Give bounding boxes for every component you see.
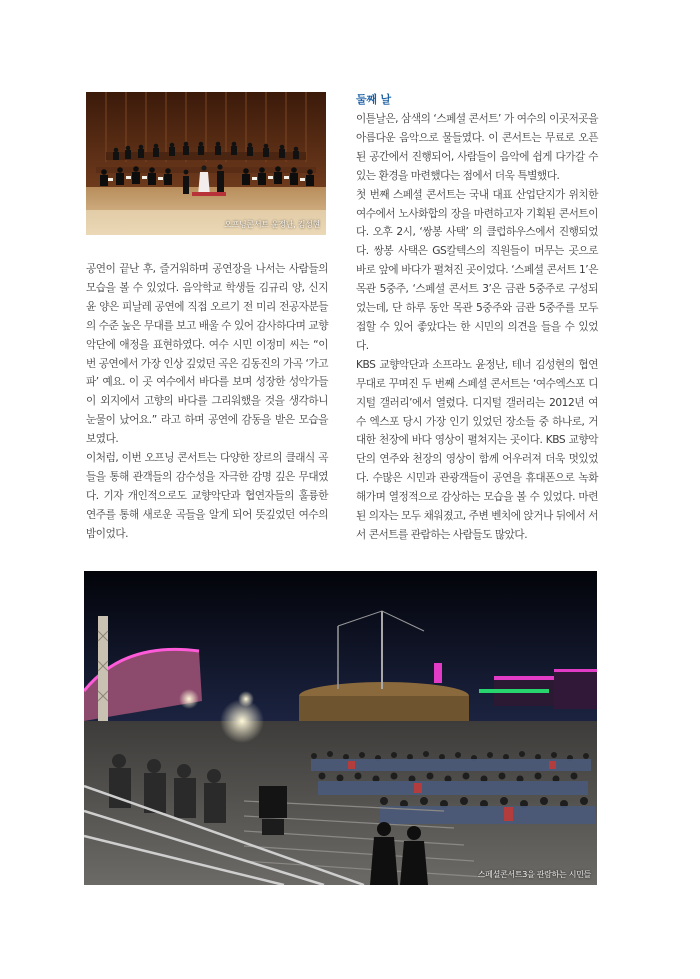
section-heading: 둘째 날 [356, 93, 391, 106]
photo-caption-bottom: 스페셜콘서트3을 관람하는 시민들 [477, 870, 591, 879]
article-paragraph: KBS 교향악단과 소프라노 윤정난, 테너 김성현의 협연무대로 꾸며진 두 번째 스페셜 콘서트는 ‘여수엑스포 디지털 갤러리’에서 열렸다. 디지털 갤러리는 2012년 여수 엑스포 당시 가장 인기 있었던 장소들 중 하나로, 거대한 천장에 바다 영상이 펼쳐지는 곳이다. KBS 교향악단의 연주와 천장의 영상이 함께 어우러져 더욱 멋있었다. 수많은 시민과 관광객들이 공연을 휴대폰으로 녹화해가며 열정적으로 감상하는 모습을 볼 수 있었다. 마련된 의자는 모두 채워졌고, 주변 벤치에 앉거나 뒤에서 서서 콘서트를 관람하는 사람들도 많았다. [356, 358, 598, 541]
article-paragraph: 공연이 끝난 후, 즐거워하며 공연장을 나서는 사람들의 모습을 볼 수 있었다. 음악학교 학생들 김규리 양, 신지윤 양은 피날레 공연에 직접 오르기 전 미리 전공자분들의 수준 높은 무대를 보고 배울 수 있어 감사하다며 교향악단에 애정을 표현하였다. 여수 시민 이정미 씨는 “이번 공연에서 가장 인상 깊었던 곡은 김동진의 가곡 ‘가고파’ 예요. 이 곳 여수에서 바다를 보며 성장한 성악가들이 외지에서 고향의 바다를 그리워했을 것을 생각하니 눈물이 났어요.” 라고 하며 공연에 감동을 받은 모습을 보였다. [86, 263, 328, 446]
article-paragraph: 이처럼, 이번 오프닝 콘서트는 다양한 장르의 클래식 곡들을 통해 관객들의 감수성을 자극한 감명 깊은 무대였다. 기자 개인적으로도 교향악단과 협연자들의 훌륭한 연주를 통해 새로운 곡들을 알게 되어 뜻깊었던 여수의 밤이었다. [86, 452, 328, 540]
article-paragraph: 이튿날은, 삼색의 ‘스페셜 콘서트’ 가 여수의 이곳저곳을 아름다운 음악으로 물들였다. 이 콘서트는 무료로 오픈된 공간에서 진행되어, 사람들이 음악에 쉽게 다가갈 수 있는 환경을 마련했다는 점에서 더욱 특별했다. [356, 113, 598, 182]
photo-caption-top: 오프닝콘서트 윤정난, 김성현 [224, 220, 320, 229]
orchestra-concert-photo [86, 92, 326, 235]
article-left-column [86, 260, 328, 544]
article-right-column [356, 91, 598, 545]
orchestra-stage-illustration [86, 92, 326, 235]
outdoor-concert-photo [84, 571, 597, 885]
night-plaza-illustration [84, 571, 597, 885]
article-paragraph: 첫 번째 스페셜 콘서트는 국내 대표 산업단지가 위치한 여수에서 노사화합의 장을 마련하고자 기획된 콘서트이다. 오후 2시, ‘쌍봉 사택’ 의 클럽하우스에서 진행되었다. 쌍봉 사택은 GS칼텍스의 직원들이 머무는 곳으로 바로 앞에 바다가 펼쳐진 곳이었다. ‘스페셜 콘서트 1’은 목관 5중주, ‘스페셜 콘서트 3’은 금관 5중주로 구성되었는데, 단 하루 동안 목관 5중주와 금관 5중주를 모두 접할 수 있어 좋았다는 한 시민의 의견을 들을 수 있었다. [356, 188, 598, 352]
